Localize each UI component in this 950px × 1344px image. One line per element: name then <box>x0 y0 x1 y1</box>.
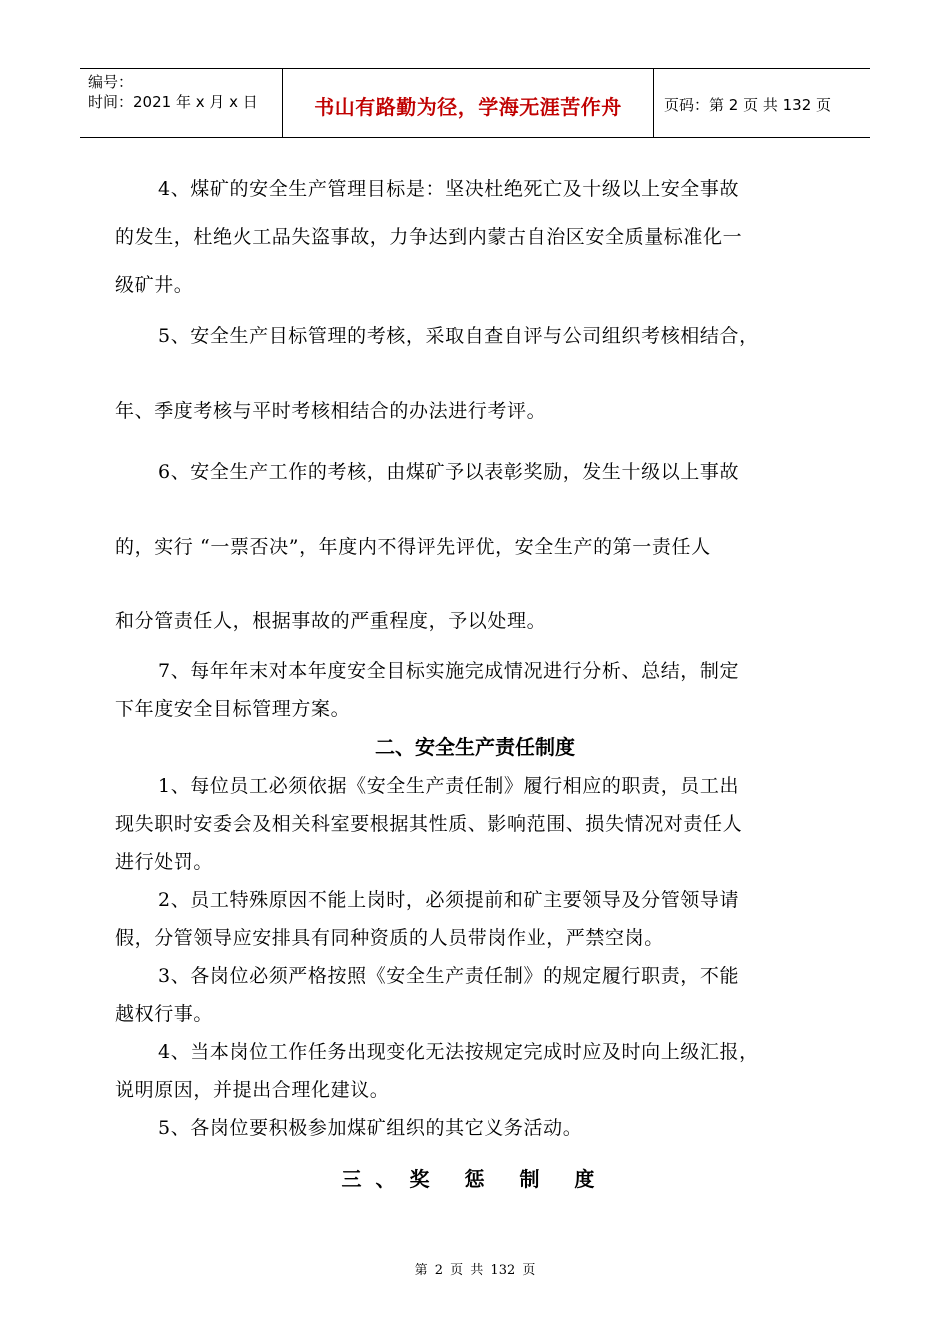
body-line: 5、安全生产目标管理的考核，采取自查自评与公司组织考核相结合， <box>158 325 759 347</box>
body-line: 说明原因，并提出合理化建议。 <box>115 1079 390 1101</box>
time-label: 时间：2021 年 x 月 x 日 <box>88 93 258 111</box>
number-label: 编号： <box>88 73 134 91</box>
body-line: 假，分管领导应安排具有同种资质的人员带岗作业，严禁空岗。 <box>115 927 664 949</box>
body-line: 越权行事。 <box>115 1003 214 1025</box>
body-line: 和分管责任人，根据事故的严重程度，予以处理。 <box>115 610 547 632</box>
body-line: 现失职时安委会及相关科室要根据其性质、影响范围、损失情况对责任人 <box>115 813 743 835</box>
body-line: 4、当本岗位工作任务出现变化无法按规定完成时应及时向上级汇报， <box>158 1041 759 1063</box>
body-line: 进行处罚。 <box>115 851 214 873</box>
section-heading-2: 二、安全生产责任制度 <box>375 735 575 759</box>
page-footer: 第 2 页 共 132 页 <box>414 1263 536 1278</box>
header-page-info: 页码：第 2 页 共 132 页 <box>664 96 832 114</box>
body-line: 级矿井。 <box>115 274 194 296</box>
body-line: 年、季度考核与平时考核相结合的办法进行考评。 <box>115 400 547 422</box>
body-line: 下年度安全目标管理方案。 <box>115 698 351 720</box>
page-header <box>80 68 870 138</box>
header-meta-cell <box>80 69 283 137</box>
body-line: 7、每年年末对本年度安全目标实施完成情况进行分析、总结，制定 <box>158 660 740 682</box>
body-line: 4、煤矿的安全生产管理目标是：坚决杜绝死亡及十级以上安全事故 <box>158 178 740 200</box>
body-line: 6、安全生产工作的考核，由煤矿予以表彰奖励，发生十级以上事故 <box>158 461 740 483</box>
header-page-cell <box>654 69 870 137</box>
header-motto-cell <box>283 69 654 137</box>
body-line: 1、每位员工必须依据《安全生产责任制》履行相应的职责，员工出 <box>158 775 740 797</box>
header-motto: 书山有路勤为径，学海无涯苦作舟 <box>314 95 622 119</box>
body-line: 的发生，杜绝火工品失盗事故，力争达到内蒙古自治区安全质量标准化一 <box>115 226 743 248</box>
body-line: 3、各岗位必须严格按照《安全生产责任制》的规定履行职责，不能 <box>158 965 740 987</box>
body-line: 5、各岗位要积极参加煤矿组织的其它义务活动。 <box>158 1117 583 1139</box>
body-line: 2、员工特殊原因不能上岗时，必须提前和矿主要领导及分管领导请 <box>158 889 740 911</box>
body-line: 的，实行 “一票否决”，年度内不得评先评优，安全生产的第一责任人 <box>115 536 711 558</box>
section-heading-3: 三、奖 惩 制 度 <box>341 1167 609 1191</box>
